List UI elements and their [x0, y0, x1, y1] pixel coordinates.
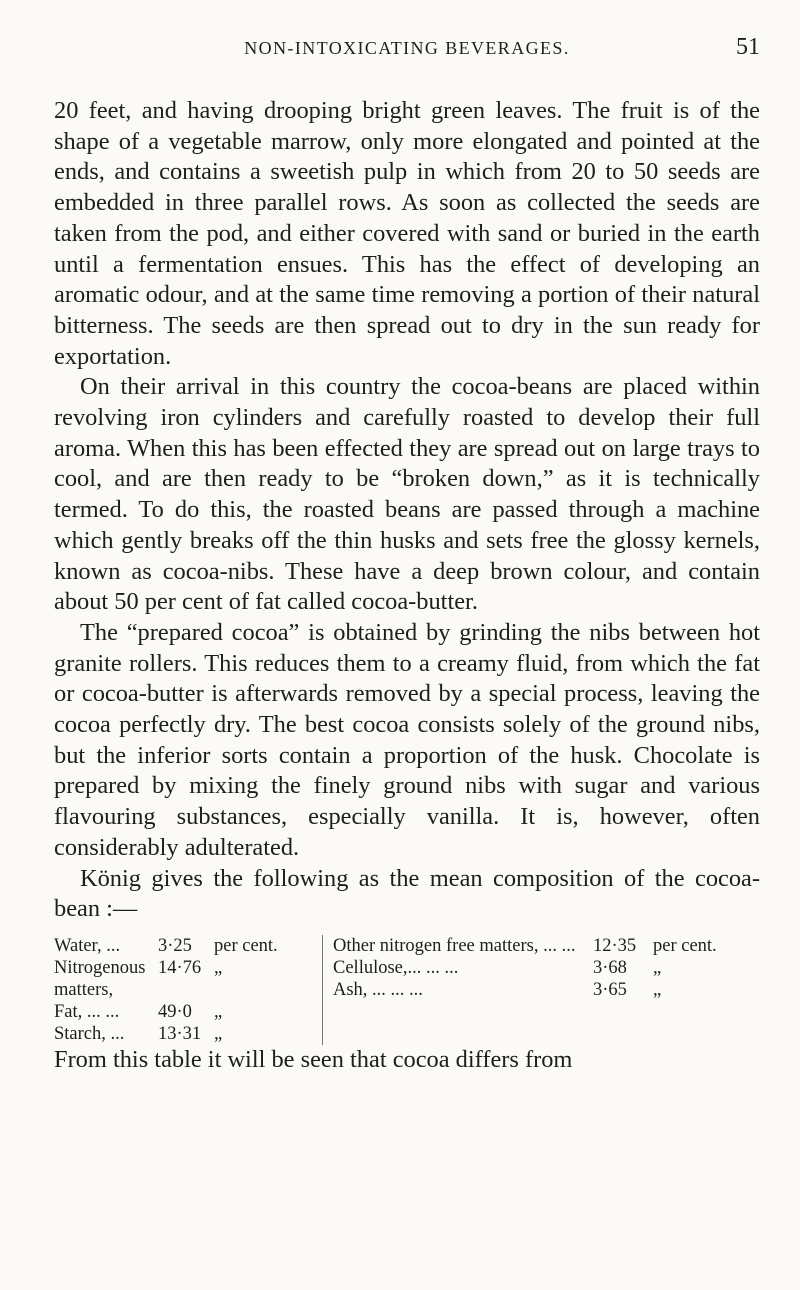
- trailing-paragraph: From this table it will be seen that cocoa differs from: [54, 1045, 573, 1073]
- table-row: [333, 979, 760, 1001]
- paragraph: König gives the following as the mean composition of the cocoa-bean :—: [54, 864, 760, 923]
- paragraph: 20 feet, and having drooping bright green leaves. The fruit is of the shape of a vegetable marrow, only more elongated and pointed at the ends, and contains a sweetish pulp in which from 20 to 50 seeds are embedded in three parallel rows. As soon as collected the seeds are taken from the pod, and either covered with sand or buried in the earth until a fermentation ensues. This has the effect of developing an aromatic odour, and at the same time removing a portion of their natural bitterness. The seeds are then spread out to dry in the sun ready for exportation.: [54, 97, 760, 370]
- component-value: 12·35: [593, 935, 637, 956]
- page-number: 51: [736, 34, 760, 60]
- component-name: Fat, ... ...: [54, 1001, 120, 1022]
- component-value: 14·76: [158, 957, 202, 978]
- component-value: 13·31: [158, 1023, 202, 1044]
- component-unit: „: [214, 1023, 223, 1044]
- component-value: 3·65: [593, 979, 627, 1000]
- table-right-column: [322, 935, 760, 1045]
- page-header: [54, 34, 760, 68]
- page-body: [54, 96, 760, 1076]
- component-value: 49·0: [158, 1001, 192, 1022]
- component-name: Nitrogenous matters,: [54, 957, 146, 1000]
- component-unit: per cent.: [214, 935, 278, 956]
- component-name: Ash, ... ... ...: [333, 979, 423, 1000]
- component-unit: „: [214, 957, 223, 978]
- running-head: NON-INTOXICATING BEVERAGES.: [244, 38, 570, 58]
- component-name: Cellulose,... ... ...: [333, 957, 459, 978]
- component-value: 3·25: [158, 935, 192, 956]
- composition-table: [54, 935, 760, 1045]
- component-name: Water, ...: [54, 935, 121, 956]
- component-unit: „: [653, 979, 662, 1000]
- component-unit: per cent.: [653, 935, 717, 956]
- paragraph: The “prepared cocoa” is obtained by grinding the nibs between hot granite rollers. This reduces them to a creamy fluid, from which the fat or cocoa-butter is afterwards removed by a special process, leaving the cocoa perfectly dry. The best cocoa consists solely of the ground nibs, but the inferior sorts contain a proportion of the husk. Chocolate is prepared by mixing the finely ground nibs with sugar and various flavouring substances, especially vanilla. It is, however, often considerably adulterated.: [54, 618, 760, 861]
- table-row: [333, 957, 760, 979]
- table-left-column: [54, 935, 322, 1045]
- table-row: [54, 935, 322, 957]
- component-name: Other nitrogen free matters, ... ...: [333, 935, 576, 956]
- table-row: [54, 1001, 322, 1023]
- table-row: [333, 935, 760, 957]
- table-row: [54, 1023, 322, 1045]
- paragraph: On their arrival in this country the cocoa-beans are placed within revolving iron cylinders and carefully roasted to develop their full aroma. When this has been effected they are spread out on large trays to cool, and are then ready to be “broken down,” as it is technically termed. To do this, the roasted beans are passed through a machine which gently breaks off the thin husks and sets free the glossy kernels, known as cocoa-nibs. These have a deep brown colour, and contain about 50 per cent of fat called cocoa-butter.: [54, 373, 760, 616]
- component-unit: „: [214, 1001, 223, 1022]
- component-unit: „: [653, 957, 662, 978]
- component-value: 3·68: [593, 957, 627, 978]
- table-row: [54, 957, 322, 1001]
- component-name: Starch, ...: [54, 1023, 125, 1044]
